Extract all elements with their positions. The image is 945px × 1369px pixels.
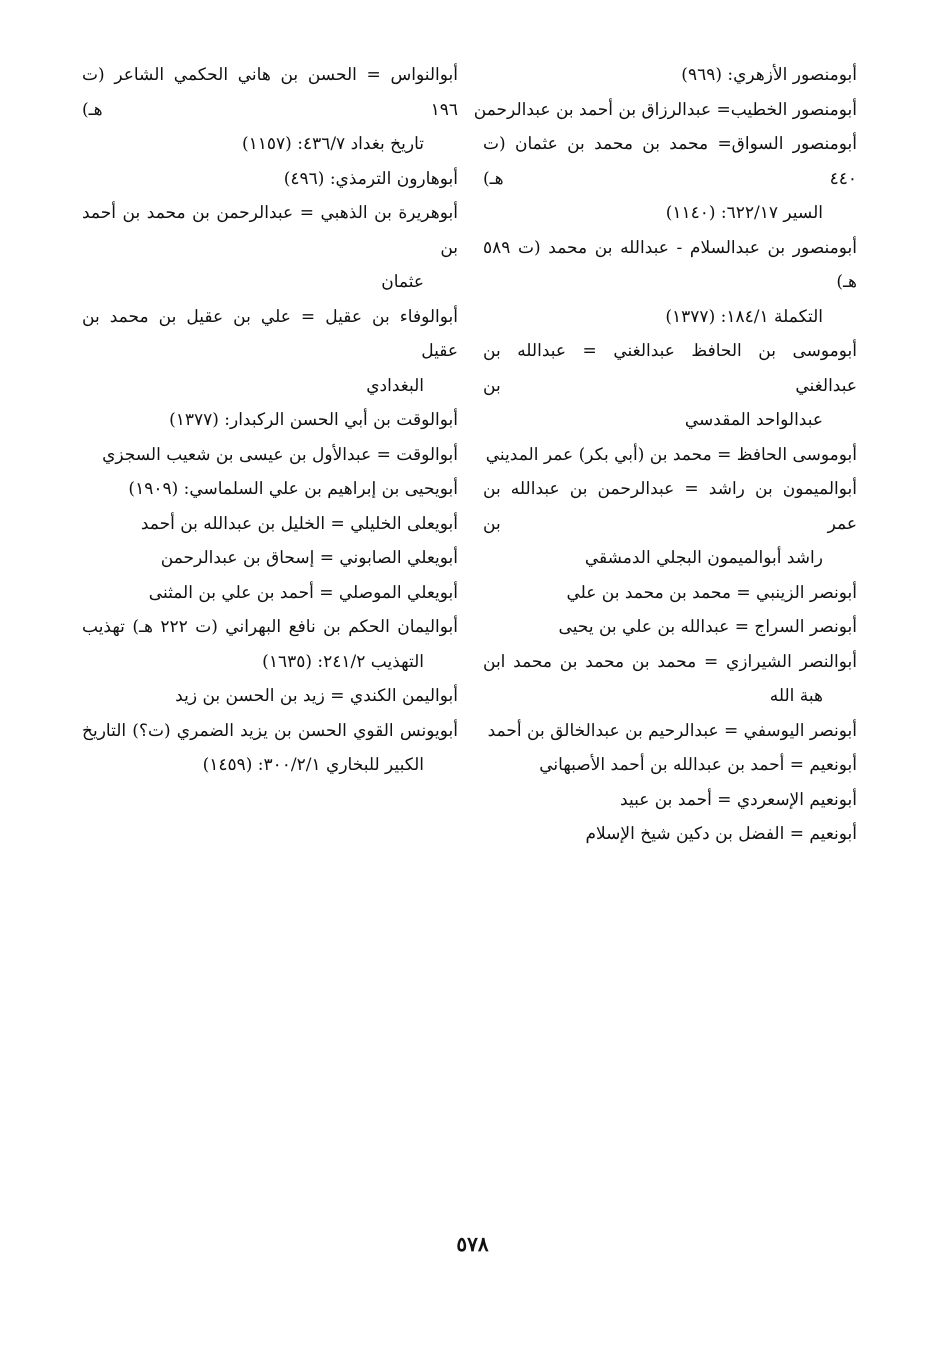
index-entry bbox=[483, 610, 857, 645]
entry-continuation-line: تاريخ بغداد ٤٣٦/٧: (١١٥٧) bbox=[242, 134, 424, 154]
entry-headword-line: أبواليمن الكندي = زيد بن الحسن بن زيد bbox=[175, 686, 458, 706]
index-entry bbox=[483, 127, 857, 231]
entry-headword-line: أبونصر الزينبي = محمد بن محمد بن علي bbox=[566, 582, 857, 603]
index-entry bbox=[82, 541, 458, 576]
index-entry bbox=[483, 714, 857, 749]
index-column-left bbox=[82, 58, 458, 783]
entry-continuation-line: الكبير للبخاري ٣٠٠/٢/١: (١٤٥٩) bbox=[202, 755, 424, 775]
entry-headword-line: أبويونس القوي الحسن بن يزيد الضمري (ت؟) التاريخ bbox=[82, 720, 458, 741]
entry-headword-line: أبوهريرة بن الذهبي = عبدالرحمن بن محمد بن أحمد بن bbox=[82, 203, 458, 258]
entry-continuation-line: هبة الله bbox=[769, 686, 823, 706]
entry-headword-line: أبونعيم = الفضل بن دكين شيخ الإسلام bbox=[585, 824, 857, 844]
index-entry bbox=[483, 576, 857, 611]
entry-headword-line: أبونصر السراج = عبدالله بن علي بن يحيى bbox=[558, 617, 857, 637]
index-entry bbox=[82, 162, 458, 197]
page-number: ٥٧٨ bbox=[456, 1232, 489, 1256]
index-entry bbox=[82, 403, 458, 438]
entry-continuation-line: البغدادي bbox=[366, 375, 424, 396]
entry-headword-line: أبوالنواس = الحسن بن هاني الحكمي الشاعر (ت ١٩٦ هـ) bbox=[82, 65, 458, 120]
entry-continuation-line: السير ٦٢٢/١٧: (١١٤٠) bbox=[665, 203, 823, 223]
entry-headword-line: أبوالوقت = عبدالأول بن عيسى بن شعيب السجزي bbox=[102, 444, 458, 465]
index-entry bbox=[483, 817, 857, 852]
index-entry bbox=[483, 645, 857, 714]
index-entry bbox=[473, 93, 857, 128]
entry-headword-line: أبونعيم الإسعردي = أحمد بن عبيد bbox=[620, 789, 857, 810]
index-entry bbox=[483, 231, 857, 335]
index-entry bbox=[82, 438, 458, 473]
index-entry bbox=[82, 610, 458, 679]
entry-headword-line: أبومنصور السواق= محمد بن محمد بن عثمان (ت ٤٤٠ هـ) bbox=[483, 134, 857, 189]
index-entry bbox=[483, 783, 857, 818]
entry-headword-line: أبونعيم = أحمد بن عبدالله بن أحمد الأصبهاني bbox=[539, 755, 857, 775]
index-entry bbox=[82, 472, 458, 507]
entry-headword-line: أبوالوفاء بن عقيل = علي بن عقيل بن محمد بن عقيل bbox=[82, 306, 458, 361]
index-entry bbox=[82, 679, 458, 714]
entry-continuation-line: راشد أبوالميمون البجلي الدمشقي bbox=[584, 548, 823, 568]
entry-headword-line: أبويحيى بن إبراهيم بن علي السلماسي: (١٩٠٩) bbox=[128, 479, 458, 499]
index-entry bbox=[82, 714, 458, 783]
entry-headword-line: أبوموسى الحافظ = محمد بن (أبي بكر) عمر المديني bbox=[485, 444, 857, 465]
entry-continuation-line: عثمان bbox=[381, 272, 424, 292]
index-entry bbox=[82, 300, 458, 404]
entry-headword-line: أبوهارون الترمذي: (٤٩٦) bbox=[283, 168, 458, 189]
index-entry bbox=[483, 472, 857, 576]
entry-headword-line: أبويعلي الصابوني = إسحاق بن عبدالرحمن bbox=[160, 548, 458, 568]
index-entry bbox=[82, 576, 458, 611]
entry-headword-line: أبومنصور بن عبدالسلام - عبدالله بن محمد (ت ٥٨٩ هـ) bbox=[483, 237, 857, 292]
entry-headword-line: أبويعلى الخليلي = الخليل بن عبدالله بن أحمد bbox=[140, 513, 458, 534]
index-entry bbox=[483, 58, 857, 93]
entry-headword-line: أبوالوقت بن أبي الحسن الركبدار: (١٣٧٧) bbox=[169, 410, 458, 430]
entry-headword-line: أبوالميمون بن راشد = عبدالرحمن بن عبدالله بن عمر بن bbox=[483, 479, 857, 534]
entry-headword-line: أبومنصور الأزهري: (٩٦٩) bbox=[681, 65, 857, 85]
entry-continuation-line: عبدالواحد المقدسي bbox=[684, 410, 823, 430]
index-entry bbox=[483, 748, 857, 783]
entry-headword-line: أبواليمان الحكم بن نافع البهراني (ت ٢٢٢ هـ) تهذيب bbox=[82, 617, 458, 637]
index-entry bbox=[483, 334, 857, 438]
index-entry bbox=[483, 438, 857, 473]
index-entry bbox=[82, 507, 458, 542]
entry-headword-line: أبومنصور الخطيب= عبدالرزاق بن أحمد بن عبدالرحمن bbox=[473, 99, 857, 120]
index-entry bbox=[82, 58, 458, 162]
entry-headword-line: أبونصر اليوسفي = عبدالرحيم بن عبدالخالق بن أحمد bbox=[487, 720, 857, 741]
index-column-right bbox=[473, 58, 857, 852]
entry-continuation-line: التكملة ١٨٤/١: (١٣٧٧) bbox=[665, 306, 823, 327]
entry-headword-line: أبوموسى بن الحافظ عبدالغني = عبدالله بن عبدالغني بن bbox=[483, 341, 857, 396]
entry-continuation-line: التهذيب ٢٤١/٢: (١٦٣٥) bbox=[262, 651, 424, 672]
entry-headword-line: أبوالنصر الشيرازي = محمد بن محمد بن محمد ابن bbox=[483, 651, 857, 672]
entry-headword-line: أبويعلي الموصلي = أحمد بن علي بن المثنى bbox=[148, 582, 458, 603]
index-entry bbox=[82, 196, 458, 300]
